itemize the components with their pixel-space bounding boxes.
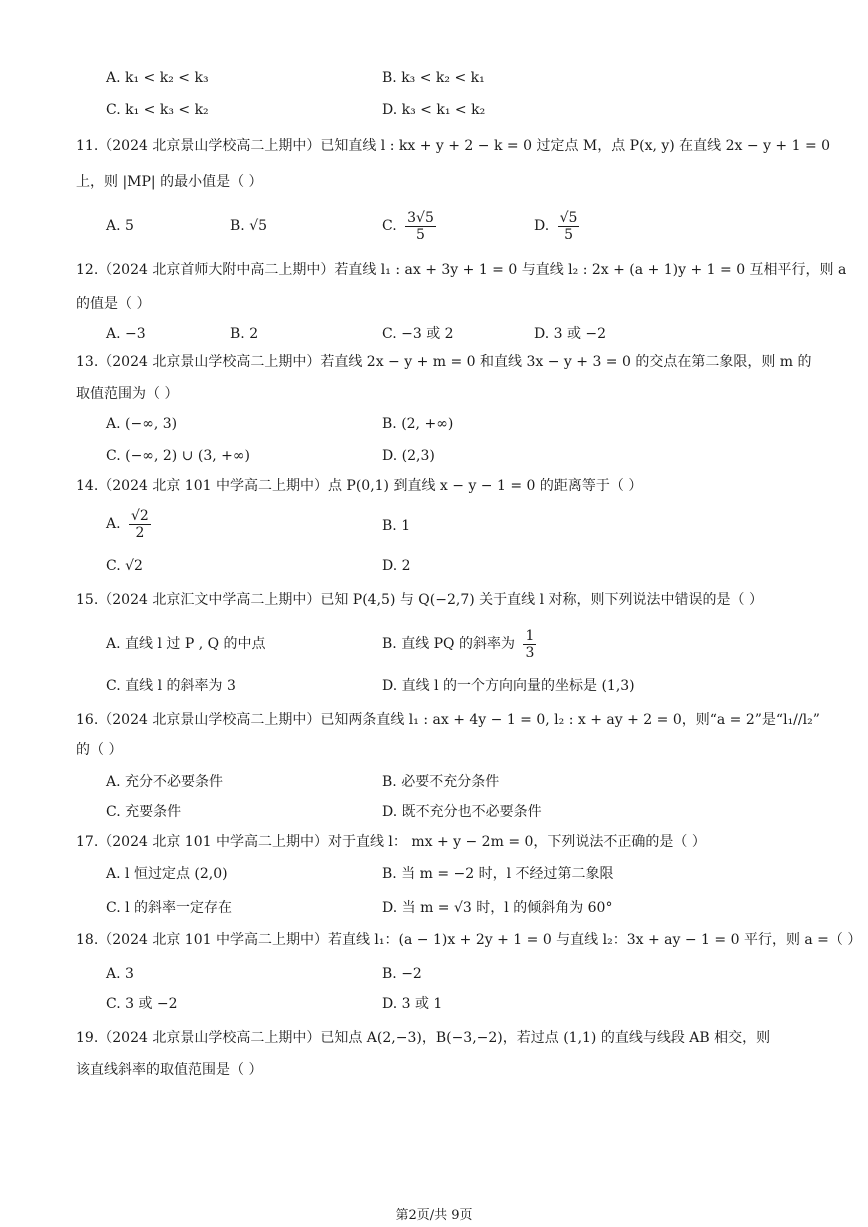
q11-option-c [382, 208, 436, 244]
numerator: √2 [131, 507, 149, 524]
denominator: 3 [525, 644, 535, 661]
q13-stem: 13.（2024 北京景山学校高二上期中）若直线 2x − y + m = 0 和直线 3x − y + 3 = 0 的交点在第二象限，则 m 的 [76, 354, 812, 370]
q17-option-a: A. l 恒过定点 (2,0) [106, 866, 228, 882]
q16-option-b: B. 必要不充分条件 [382, 774, 500, 790]
q14-option-a-label: A. [106, 516, 121, 532]
denominator: 5 [416, 226, 425, 243]
q16-stem: 16.（2024 北京景山学校高二上期中）已知两条直线 l₁ : ax + 4y − 1 = 0, l₂ : x + ay + 2 = 0，则“a = 2”是“l₁//l₂” [76, 712, 820, 728]
q12-option-b: B. 2 [230, 326, 259, 342]
q13-option-c: C. (−∞, 2) ∪ (3, +∞) [106, 448, 250, 464]
q19-stem: 19.（2024 北京景山学校高二上期中）已知点 A(2,−3)，B(−3,−2)，若过点 (1,1) 的直线与线段 AB 相交，则 [76, 1030, 771, 1046]
q18-option-b: B. −2 [382, 966, 422, 982]
numerator: √5 [559, 209, 578, 226]
q15-option-d: D. 直线 l 的一个方向向量的坐标是 (1,3) [382, 678, 635, 694]
q11-option-c-fraction [405, 210, 436, 243]
q14-option-c: C. √2 [106, 558, 143, 574]
q17-option-b: B. 当 m = −2 时，l 不经过第二象限 [382, 866, 614, 882]
q10-option-d: D. k₃ < k₁ < k₂ [382, 102, 486, 118]
denominator: 2 [135, 524, 145, 541]
q12-option-d: D. 3 或 −2 [534, 326, 607, 342]
numerator: 3√5 [407, 209, 434, 226]
q11-option-d-fraction [558, 210, 580, 243]
q12-stem: 12.（2024 北京首师大附中高二上期中）若直线 l₁ : ax + 3y + 1 = 0 与直线 l₂ : 2x + (a + 1)y + 1 = 0 互相平行，则 a [76, 262, 847, 278]
q12-option-c: C. −3 或 2 [382, 326, 454, 342]
q10-option-a: A. k₁ < k₂ < k₃ [106, 70, 209, 86]
q17-option-c: C. l 的斜率一定存在 [106, 900, 233, 916]
q11-stem: 11.（2024 北京景山学校高二上期中）已知直线 l : kx + y + 2 − k = 0 过定点 M，点 P(x, y) 在直线 2x − y + 1 = 0 [76, 138, 831, 154]
q14-option-b: B. 1 [382, 518, 411, 534]
q13-option-a: A. (−∞, 3) [106, 416, 178, 432]
q11-stem-cont: 上，则 |MP| 的最小值是（ ） [76, 174, 263, 190]
numerator: 1 [525, 627, 535, 644]
q16-option-a: A. 充分不必要条件 [106, 774, 224, 790]
q10-option-b: B. k₃ < k₂ < k₁ [382, 70, 485, 86]
q16-stem-cont: 的（ ） [76, 742, 123, 758]
q18-option-c: C. 3 或 −2 [106, 996, 178, 1012]
q14-stem: 14.（2024 北京 101 中学高二上期中）点 P(0,1) 到直线 x − y − 1 = 0 的距离等于（ ） [76, 478, 643, 494]
q13-option-d: D. (2,3) [382, 448, 435, 464]
q12-stem-cont: 的值是（ ） [76, 296, 151, 312]
q18-option-d: D. 3 或 1 [382, 996, 443, 1012]
q18-stem: 18.（2024 北京 101 中学高二上期中）若直线 l₁：(a − 1)x + 2y + 1 = 0 与直线 l₂：3x + ay − 1 = 0 平行，则 a =（ ） [76, 932, 862, 948]
q15-option-b-label: B. 直线 PQ 的斜率为 [382, 636, 515, 652]
q18-option-a: A. 3 [106, 966, 134, 982]
q13-option-b: B. (2, +∞) [382, 416, 454, 432]
q11-option-a: A. 5 [106, 218, 134, 234]
page-footer: 第2页/共 9页 [395, 1208, 473, 1223]
q11-option-d [534, 208, 579, 244]
q10-option-c: C. k₁ < k₃ < k₂ [106, 102, 209, 118]
q19-stem-cont: 该直线斜率的取值范围是（ ） [76, 1062, 263, 1078]
q11-option-c-label: C. [382, 218, 397, 234]
q15-option-c: C. 直线 l 的斜率为 3 [106, 678, 236, 694]
q12-option-a: A. −3 [106, 326, 146, 342]
q16-option-c: C. 充要条件 [106, 804, 182, 820]
q13-stem-cont: 取值范围为（ ） [76, 386, 179, 402]
q11-option-d-label: D. [534, 218, 550, 234]
q16-option-d: D. 既不充分也不必要条件 [382, 804, 542, 820]
q15-option-b-fraction [523, 628, 536, 661]
denominator: 5 [564, 226, 574, 243]
q15-option-b [382, 626, 536, 662]
q17-option-d: D. 当 m = √3 时，l 的倾斜角为 60° [382, 900, 613, 916]
q14-option-a [106, 506, 151, 542]
q15-stem: 15.（2024 北京汇文中学高二上期中）已知 P(4,5) 与 Q(−2,7) 关于直线 l 对称，则下列说法中错误的是（ ） [76, 592, 763, 608]
q15-option-a: A. 直线 l 过 P , Q 的中点 [106, 636, 266, 652]
q14-option-d: D. 2 [382, 558, 411, 574]
q11-option-b: B. √5 [230, 218, 268, 234]
q14-option-a-fraction [129, 508, 151, 541]
q17-stem: 17.（2024 北京 101 中学高二上期中）对于直线 l： mx + y − 2m = 0，下列说法不正确的是（ ） [76, 834, 706, 850]
